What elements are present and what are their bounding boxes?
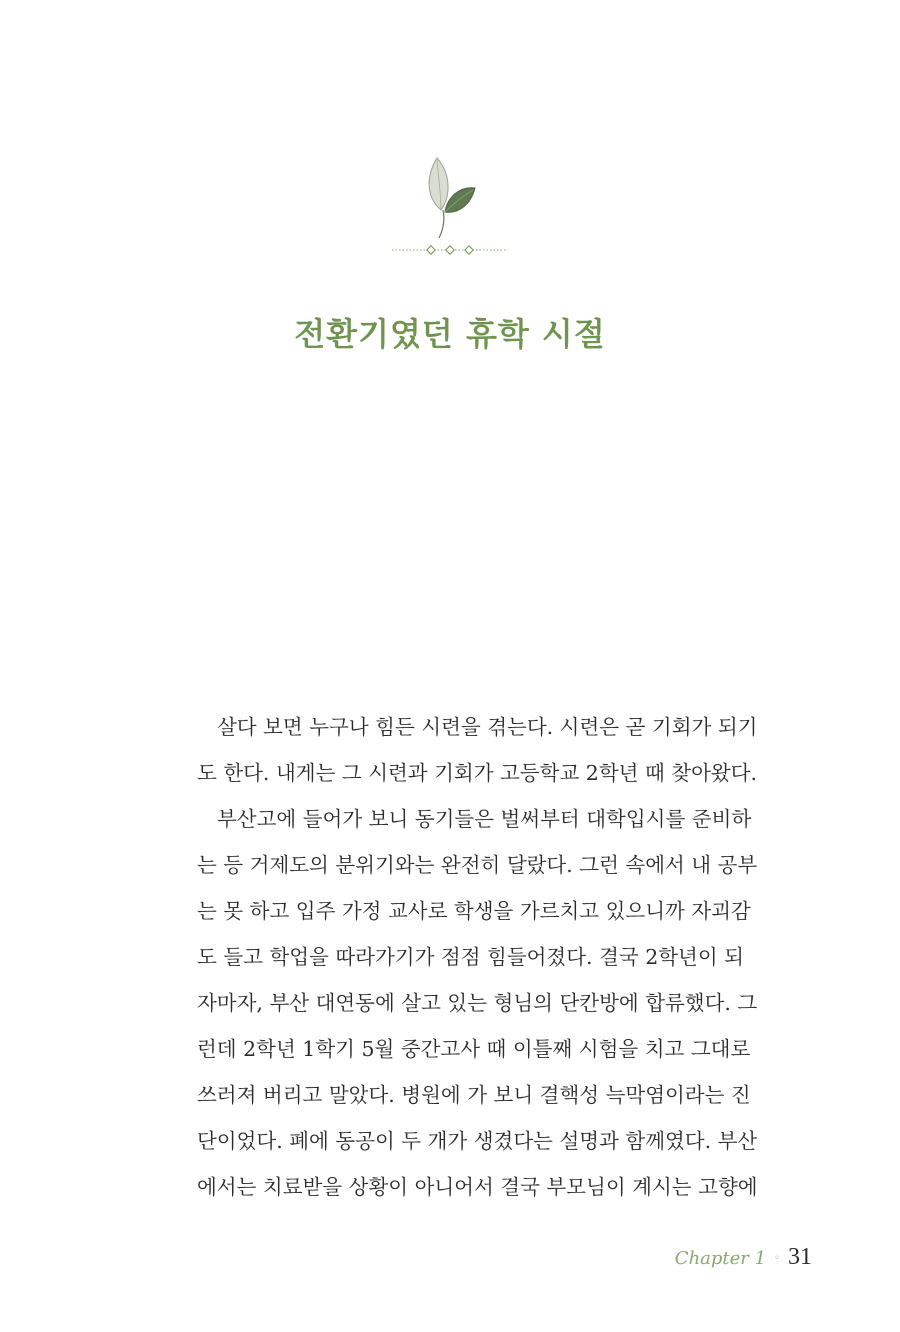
chapter-ornament	[0, 150, 900, 256]
paragraph-line: 단이었다. 폐에 동공이 두 개가 생겼다는 설명과 함께였다. 부산	[197, 1129, 758, 1153]
paragraph-line: 도 한다. 내게는 그 시련과 기회가 고등학교 2학년 때 찾아왔다.	[197, 761, 757, 785]
paragraph-line: 에서는 치료받을 상황이 아니어서 결국 부모님이 계시는 고향에	[197, 1175, 758, 1199]
paragraph-line: 살다 보면 누구나 힘든 시련을 겪는다. 시련은 곧 기회가 되기	[217, 715, 758, 739]
paragraph-line: 쓰러져 버리고 말았다. 병원에 가 보니 결핵성 늑막염이라는 진	[197, 1083, 751, 1107]
paragraph-line: 는 못 하고 입주 가정 교사로 학생을 가르치고 있으니까 자괴감	[197, 899, 751, 923]
section-title: 전환기였던 휴학 시절	[294, 315, 606, 354]
ornament-divider	[390, 244, 510, 256]
body-text	[197, 704, 771, 1210]
page-footer	[675, 1244, 812, 1271]
paragraph-line: 런데 2학년 1학기 5월 중간고사 때 이틀째 시험을 치고 그대로	[197, 1037, 751, 1061]
paragraph-line: 는 등 거제도의 분위기와는 완전히 달랐다. 그런 속에서 내 공부	[197, 853, 758, 877]
paragraph-line: 부산고에 들어가 보니 동기들은 벌써부터 대학입시를 준비하	[217, 807, 752, 831]
footer-separator: ◦	[774, 1253, 780, 1264]
leaf-icon	[415, 150, 485, 242]
paragraph-line: 도 들고 학업을 따라가기가 점점 힘들어졌다. 결국 2학년이 되	[197, 945, 744, 969]
paragraph-line: 자마자, 부산 대연동에 살고 있는 형님의 단칸방에 합류했다. 그	[197, 991, 758, 1015]
page-number: 31	[788, 1244, 812, 1270]
chapter-label: Chapter 1	[674, 1248, 767, 1269]
